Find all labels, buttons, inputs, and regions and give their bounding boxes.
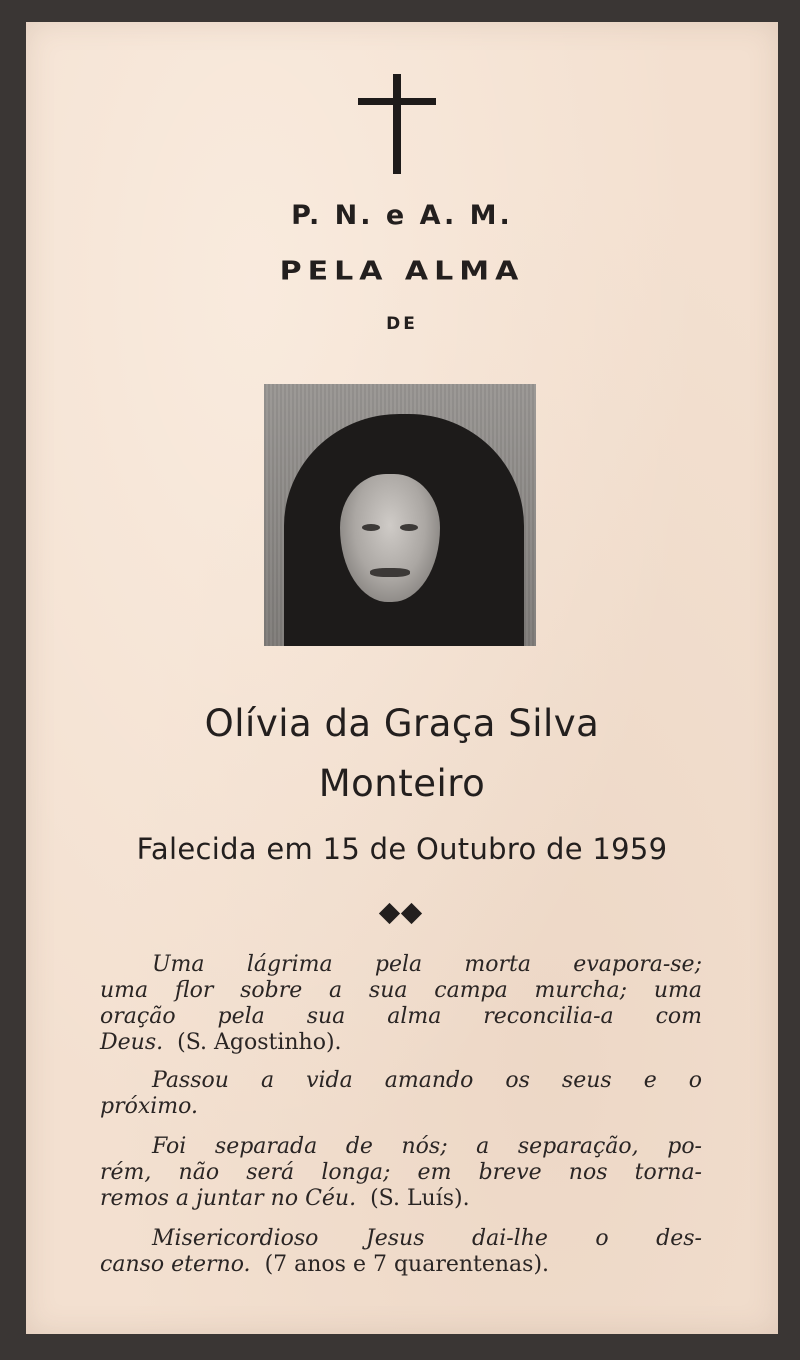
death-date: Falecida em 15 de Outubro de 1959 bbox=[136, 832, 668, 866]
header-abbreviation: P. N. e A. M. bbox=[291, 200, 513, 231]
prayer-line: oração pela sua alma reconcilia-a com bbox=[100, 1004, 702, 1029]
prayer-paragraph bbox=[100, 1068, 702, 1120]
prayer-text: remos a juntar no Céu. bbox=[100, 1186, 357, 1211]
header-title: PELA ALMA bbox=[279, 256, 525, 287]
prayer-paragraph bbox=[100, 1134, 702, 1212]
prayer-text: Deus. bbox=[100, 1030, 164, 1055]
prayer-text: canso eterno. bbox=[100, 1252, 251, 1277]
prayer-citation: (S. Agostinho). bbox=[177, 1030, 342, 1055]
prayer-citation: (S. Luís). bbox=[370, 1186, 470, 1211]
prayer-line: Misericordioso Jesus dai-lhe o des- bbox=[152, 1226, 702, 1251]
prayer-line bbox=[100, 1186, 702, 1212]
prayer-line bbox=[100, 1252, 702, 1278]
prayer-line: Uma lágrima pela morta evapora-se; bbox=[152, 952, 702, 977]
prayer-line: rém, não será longa; em breve nos torna- bbox=[100, 1160, 702, 1185]
memorial-card bbox=[26, 22, 778, 1334]
prayer-line: Passou a vida amando os seus e o bbox=[152, 1068, 702, 1093]
prayer-line bbox=[100, 1030, 702, 1056]
prayer-paragraph bbox=[100, 1226, 702, 1278]
deceased-name: Olívia da Graça Silva bbox=[204, 702, 600, 745]
prayer-paragraph bbox=[100, 952, 702, 1056]
prayer-line: Foi separada de nós; a separação, po- bbox=[152, 1134, 702, 1159]
cross-icon bbox=[358, 74, 438, 174]
prayer-line: próximo. bbox=[100, 1094, 199, 1119]
prayer-citation: (7 anos e 7 quarentenas). bbox=[264, 1252, 550, 1277]
portrait-photo bbox=[264, 384, 536, 646]
prayer-line: uma flor sobre a sua campa murcha; uma bbox=[100, 978, 702, 1003]
diamond-ornament-icon bbox=[379, 904, 429, 926]
deceased-surname: Monteiro bbox=[318, 762, 486, 805]
header-preposition: DE bbox=[386, 314, 418, 334]
